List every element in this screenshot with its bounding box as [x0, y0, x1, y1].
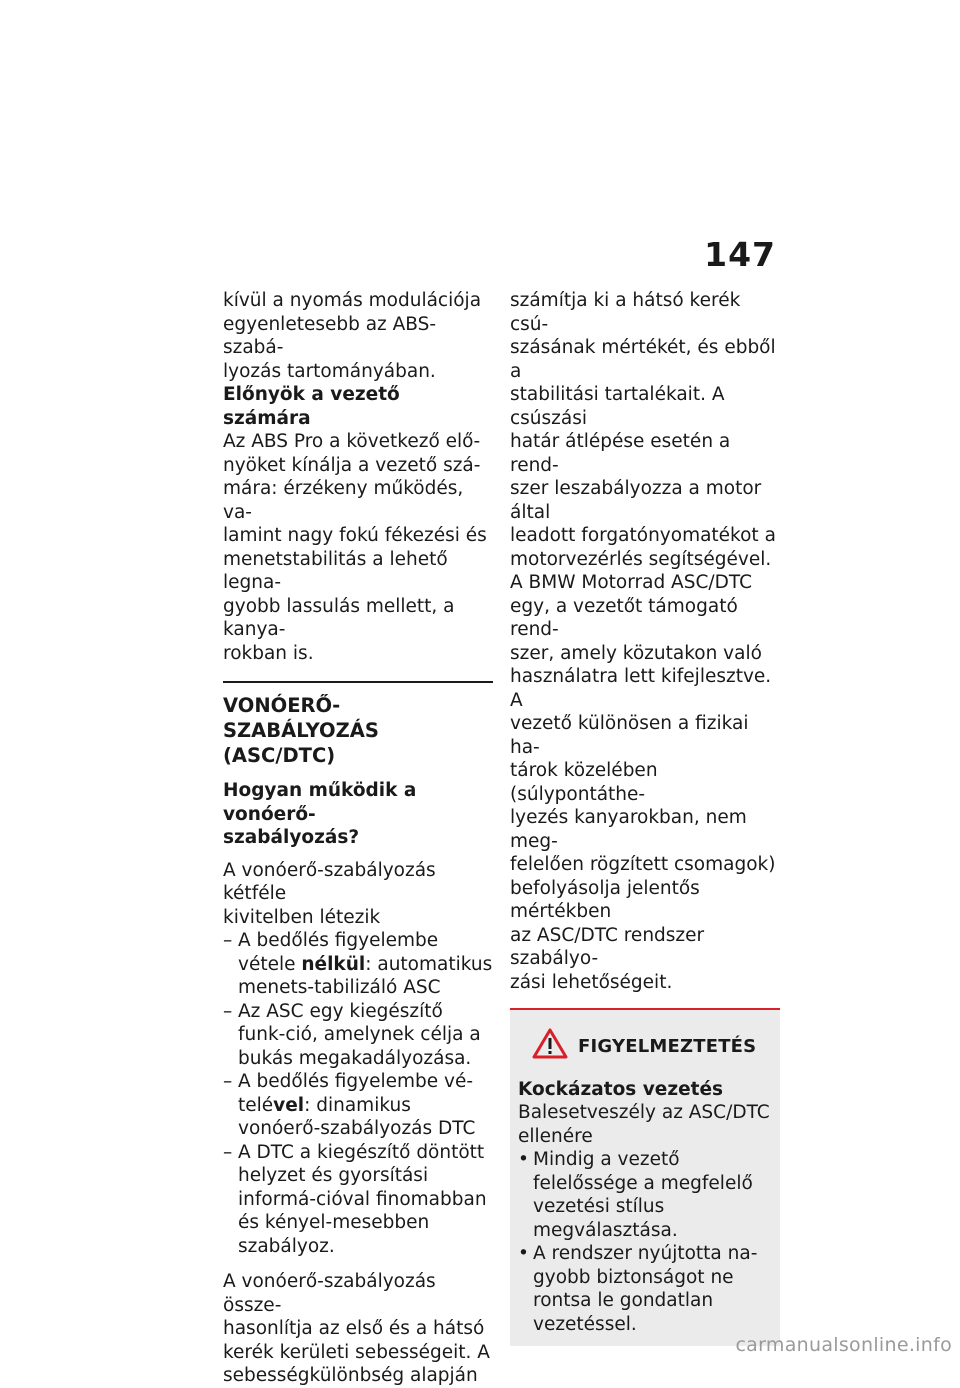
- text-line: egyenletesebb az ABS-szabá-: [223, 313, 437, 358]
- warning-box: [510, 1010, 780, 1346]
- text-line: Balesetveszély az ASC/DTC: [518, 1102, 770, 1123]
- text-line: használatra lett kifejlesztve. A: [510, 666, 772, 711]
- variant-list: [223, 929, 493, 1258]
- text-line: vezető különösen a fizikai ha-: [510, 713, 749, 758]
- text-line: számítja ki a hátsó kerék csú-: [510, 290, 741, 335]
- text-line: ellenére: [518, 1125, 593, 1147]
- text-line: Az ABS Pro a következő elő-: [223, 431, 481, 452]
- text-line: rokban is.: [223, 642, 314, 664]
- text-line: Hogyan működik a vonóerő-: [223, 780, 417, 825]
- system-paragraph: [510, 571, 780, 994]
- text-line: VONÓERŐ-SZABÁLYOZÁS: [223, 694, 379, 742]
- list-item: • Mindig a vezető felelőssége a megfelelő vezetési stílus megválasztása.: [518, 1148, 772, 1242]
- text-line: kivitelben létezik: [223, 906, 381, 928]
- how-intro-paragraph: [223, 859, 493, 930]
- text-line: sebességkülönbség alapján: [223, 1365, 478, 1386]
- list-text: : dinamikus vonóerő-szabályozás DTC: [238, 1094, 476, 1139]
- list-text: : automatikus menets-tabilizáló ASC: [238, 953, 493, 998]
- list-item: [223, 1141, 493, 1259]
- text-line: szer leszabályozza a motor által: [510, 478, 762, 523]
- warning-list: [518, 1148, 772, 1336]
- how-it-works-heading: [223, 779, 493, 850]
- list-emphasis: vel: [273, 1094, 305, 1116]
- left-column: [223, 289, 493, 1388]
- text-line: lyezés kanyarokban, nem meg-: [510, 807, 747, 852]
- intro-paragraph: [223, 289, 493, 383]
- text-line: határ átlépése esetén a rend-: [510, 431, 731, 476]
- text-line: menetstabilitás a lehető legna-: [223, 548, 448, 593]
- text-line: gyobb lassulás mellett, a kanya-: [223, 595, 455, 640]
- text-line: A vonóerő-szabályozás össze-: [223, 1271, 436, 1316]
- list-emphasis: nélkül: [301, 953, 366, 975]
- advantages-paragraph: [223, 430, 493, 665]
- text-line: A vonóerő-szabályozás kétféle: [223, 859, 436, 904]
- text-line: A BMW Motorrad ASC/DTC: [510, 572, 752, 593]
- text-line: felelően rögzített csomagok): [510, 854, 776, 875]
- text-line: motorvezérlés segítségével.: [510, 548, 772, 570]
- text-line: lyozás tartományában.: [223, 360, 436, 382]
- list-text: A bedőlés figyelembe vétele: [238, 930, 439, 975]
- text-line: szásának mértékét, és ebből a: [510, 337, 776, 382]
- closing-paragraph: [223, 1270, 493, 1388]
- warning-text: [518, 1101, 772, 1148]
- list-item: [223, 1000, 493, 1071]
- text-line: egy, a vezetőt támogató rend-: [510, 595, 738, 640]
- warning-title: FIGYELMEZTETÉS: [578, 1036, 757, 1057]
- text-line: zási lehetőségeit.: [510, 971, 673, 993]
- text-line: az ASC/DTC rendszer szabályo-: [510, 924, 705, 969]
- list-item: [223, 1070, 493, 1141]
- text-line: kívül a nyomás modulációja: [223, 290, 482, 311]
- warning-header: [532, 1028, 772, 1066]
- text-line: befolyásolja jelentős mértékben: [510, 877, 700, 922]
- slip-paragraph: [510, 289, 780, 571]
- list-item: [223, 929, 493, 1000]
- text-line: stabilitási tartalékait. A csúszási: [510, 384, 725, 429]
- section-title: [223, 693, 493, 768]
- list-text: A DTC a kiegészítő döntött helyzet és gyorsítási informá-cióval finomabban és kényel-mesebben szabályoz.: [238, 1141, 487, 1257]
- text-line: mára: érzékeny működés, va-: [223, 478, 464, 523]
- text-line: lamint nagy fokú fékezési és: [223, 525, 487, 546]
- list-item: • A rendszer nyújtotta na-gyobb biztonságot ne rontsa le gondatlan vezetéssel.: [518, 1242, 772, 1336]
- watermark: carmanualsonline.info: [735, 1334, 952, 1356]
- text-line: hasonlítja az első és a hátsó: [223, 1318, 485, 1339]
- section-divider: [223, 681, 493, 683]
- warning-subheading: Kockázatos vezetés: [518, 1078, 724, 1100]
- text-line: (ASC/DTC): [223, 744, 336, 767]
- text-line: leadott forgatónyomatékot a: [510, 525, 776, 546]
- right-column: [510, 289, 780, 1346]
- list-text: A bedőlés figyelembe vé-telé: [238, 1071, 474, 1116]
- advantages-heading: Előnyök a vezető számára: [223, 384, 400, 429]
- list-text: Az ASC egy kiegészítő funk-ció, amelynek célja a bukás megakadályozása.: [238, 1000, 481, 1069]
- text-line: kerék kerületi sebességeit. A: [223, 1341, 490, 1363]
- warning-triangle-icon: [532, 1028, 568, 1066]
- text-line: tárok közelében (súlypontáthe-: [510, 760, 658, 805]
- text-line: nyöket kínálja a vezető szá-: [223, 454, 481, 476]
- page-number: 147: [704, 235, 776, 274]
- text-line: szer, amely közutakon való: [510, 642, 762, 664]
- text-line: szabályozás?: [223, 827, 360, 848]
